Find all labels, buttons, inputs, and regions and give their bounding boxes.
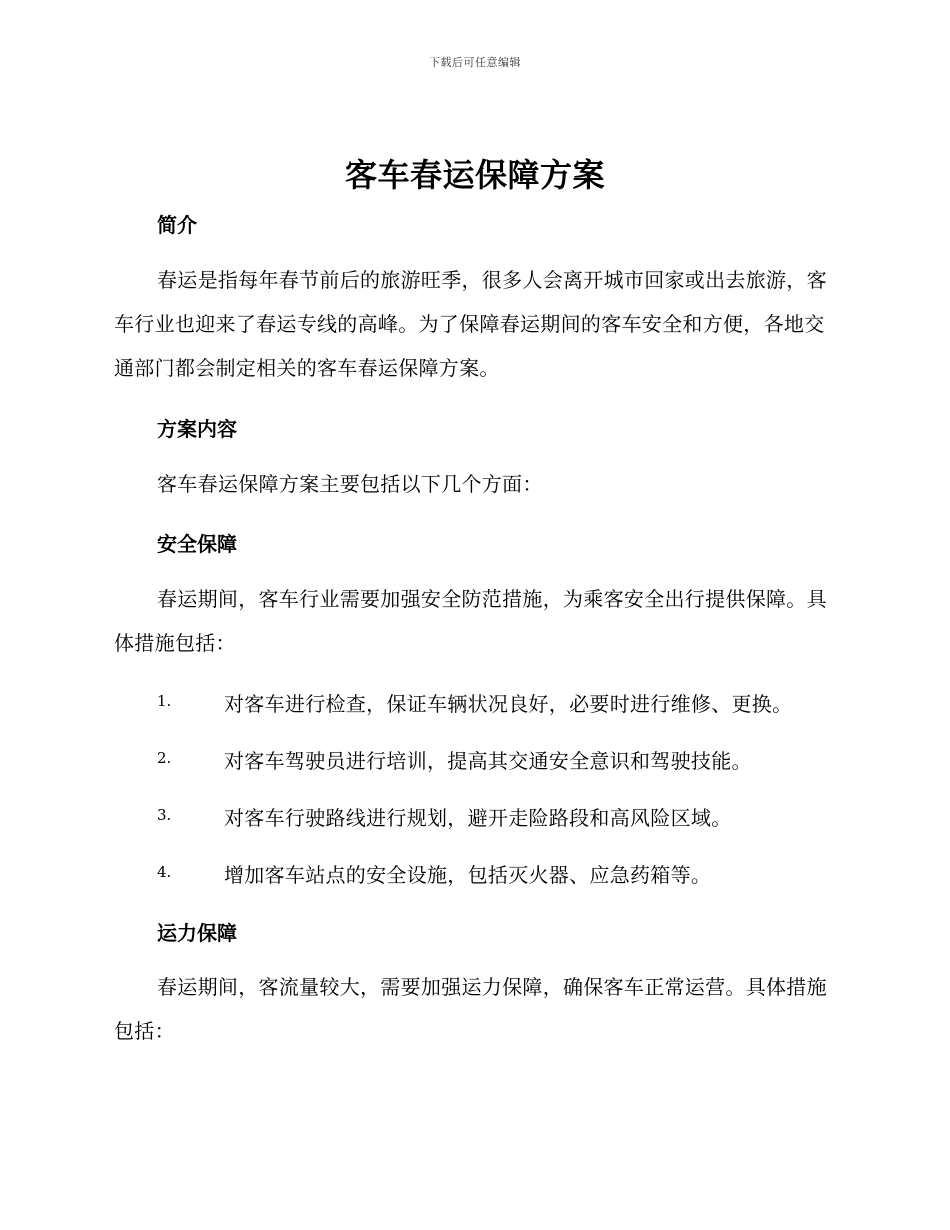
section-heading-content: 方案内容 <box>157 417 237 441</box>
section-heading-intro: 简介 <box>157 213 197 237</box>
list-number: 2. <box>157 749 172 767</box>
list-text: 对客车驾驶员进行培训，提高其交通安全意识和驾驶技能。 <box>224 749 752 773</box>
section-heading-safety: 安全保障 <box>157 532 237 556</box>
document-title: 客车春运保障方案 <box>344 156 605 194</box>
list-number: 1. <box>157 692 172 710</box>
list-number: 3. <box>157 806 172 824</box>
list-text: 增加客车站点的安全设施，包括灭火器、应急药箱等。 <box>224 863 712 887</box>
paragraph-content: 客车春运保障方案主要包括以下几个方面： <box>157 472 543 496</box>
paragraph-capacity: 春运期间，客流量较大，需要加强运力保障，确保客车正常运营。具体措施包括： <box>114 975 827 1043</box>
list-number: 4. <box>157 863 172 881</box>
section-heading-capacity: 运力保障 <box>157 921 237 945</box>
paragraph-intro: 春运是指每年春节前后的旅游旺季，很多人会离开城市回家或出去旅游，客车行业也迎来了春运专线的高峰。为了保障春运期间的客车安全和方便，各地交通部门都会制定相关的客车春运保障方案。 <box>114 268 827 380</box>
list-text: 对客车进行检查，保证车辆状况良好，必要时进行维修、更换。 <box>224 692 793 716</box>
header-note: 下载后可任意编辑 <box>429 56 521 69</box>
list-text: 对客车行驶路线进行规划，避开走险路段和高风险区域。 <box>224 806 732 830</box>
paragraph-safety: 春运期间，客车行业需要加强安全防范措施，为乘客安全出行提供保障。具体措施包括： <box>114 587 827 655</box>
